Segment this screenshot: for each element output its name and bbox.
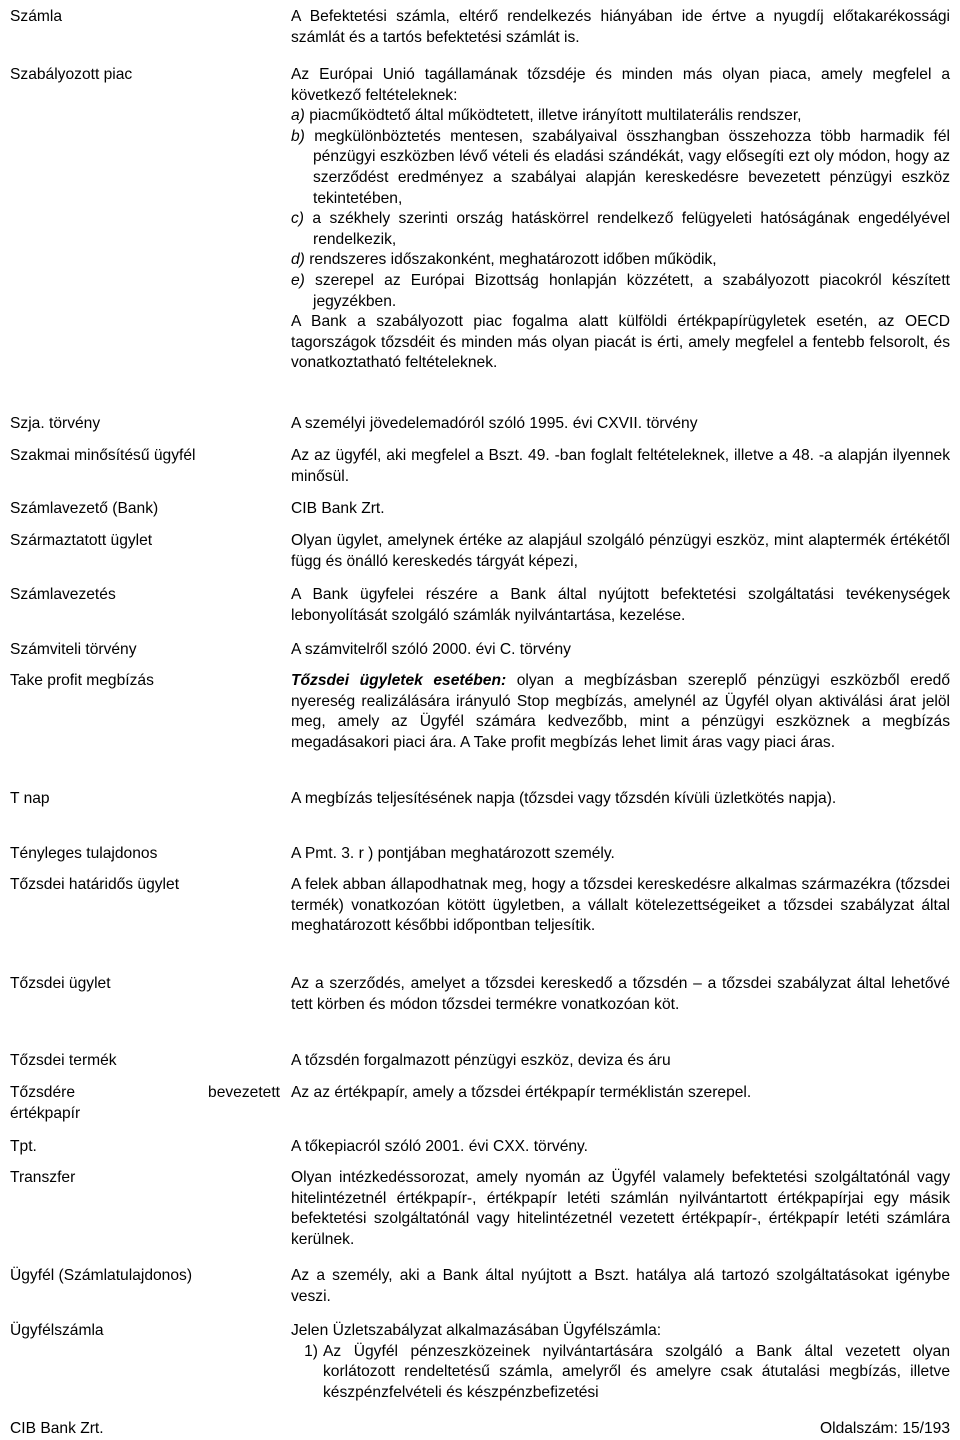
term-take-profit-megbizas: Take profit megbízás bbox=[10, 672, 154, 689]
list-text: a székhely szerinti ország hatáskörrel rendelkező felügyeleti hatóságának engedélyével rendelkezik, bbox=[304, 210, 950, 248]
definition-szamlavezeto: CIB Bank Zrt. bbox=[291, 500, 385, 517]
term-szamla: Számla bbox=[10, 8, 62, 25]
list-item-c bbox=[291, 209, 950, 250]
term-szja-torveny: Szja. törvény bbox=[10, 415, 101, 432]
definition-szarmaztatott-ugylet: Olyan ügylet, amelynek értéke az alapjául szolgáló pénzügyi eszköz, mint alaptermék értékétől függ és önálló kereskedés tárgyát képezi, bbox=[291, 532, 950, 570]
term-szarmaztatott-ugylet: Származtatott ügylet bbox=[10, 532, 153, 549]
list-item-d bbox=[291, 250, 950, 271]
definition-szamlavezetes: A Bank ügyfelei részére a Bank által nyújtott befektetési szolgáltatási tevékenységek lebonyolítását szolgáló számlák nyilvántartása, kezelése. bbox=[291, 586, 950, 624]
definition-tozsdei-hatarido-ugylet: A felek abban állapodhatnak meg, hogy a tőzsdei kereskedésre alkalmas származékra (tőzsdei termék) vonatkozóan kötött ügyletben, a vállalt kötelezettségeiket a tőzsdei szabályzat által meghatározott későbbi időpontban teljesítik. bbox=[291, 876, 950, 935]
definition-ugyfelszamla bbox=[291, 1321, 950, 1403]
term-line bbox=[10, 1083, 280, 1104]
list-label: b) bbox=[291, 127, 305, 145]
list-text: megkülönböztetés mentesen, szabályaival összhangban összehozza több harmadik fél pénzügyi eszközben lévő vételi és eladási szándékát, vagy elősegíti ezt oly módon, hogy az szerződést eredményez a szabályai alapján kereskedésre bevezetett pénzügyi eszköz tekintetében, bbox=[304, 127, 950, 207]
definition-t-nap: A megbízás teljesítésének napja (tőzsdei vagy tőzsdén kívüli üzletkötés napja). bbox=[291, 790, 837, 807]
list-item-b bbox=[291, 127, 950, 209]
term-szamviteli-torveny: Számviteli törvény bbox=[10, 641, 137, 658]
list-text: piacműködtető által működtetett, illetve irányított multilaterális rendszer, bbox=[304, 107, 802, 125]
definition-szja-torveny: A személyi jövedelemadóról szóló 1995. évi CXVII. törvény bbox=[291, 415, 698, 432]
item-number: 1) bbox=[304, 1342, 318, 1360]
definition-tozsdei-termek: A tőzsdén forgalmazott pénzügyi eszköz, deviza és áru bbox=[291, 1052, 671, 1069]
list-item-e bbox=[291, 271, 950, 312]
term-szamlavezetes: Számlavezetés bbox=[10, 586, 116, 603]
definition-szamviteli-torveny: A számvitelről szóló 2000. évi C. törvény bbox=[291, 641, 571, 658]
term-tenyleges-tulajdonos: Tényleges tulajdonos bbox=[10, 845, 158, 862]
term-tozsdei-ugylet: Tőzsdei ügylet bbox=[10, 975, 111, 992]
definition-szamla: A Befektetési számla, eltérő rendelkezés hiányában ide értve a nyugdíj előtakarékossági számlát és a tartós befektetési számlát is. bbox=[291, 8, 950, 46]
term-word: bevezetett bbox=[208, 1084, 280, 1101]
definition-transzfer: Olyan intézkedéssorozat, amely nyomán az Ügyfél valamely befektetési szolgáltatónál vagy hitelintézetnél értékpapír-, értékpapír letéti számlán nyilvántartott értékpapírjai egy másik befektetési szolgáltatónál vagy hitelintézetnél vezetett értékpapír-, értékpapír letéti számlára kerülnek. bbox=[291, 1169, 950, 1248]
term-transzfer: Transzfer bbox=[10, 1169, 76, 1186]
definition-tozsdere-bevezetett-ertekpapir: Az az értékpapír, amely a tőzsdei értékpapír terméklistán szerepel. bbox=[291, 1084, 752, 1101]
term-tozsdei-termek: Tőzsdei termék bbox=[10, 1052, 117, 1069]
definition-tpt: A tőkepiacról szóló 2001. évi CXX. törvény. bbox=[291, 1138, 589, 1155]
term-szakmai-minositesu-ugyfel: Szakmai minősítésű ügyfél bbox=[10, 447, 196, 464]
term-word: értékpapír bbox=[10, 1104, 81, 1122]
list-label: e) bbox=[291, 271, 305, 289]
definition-outro: A Bank a szabályozott piac fogalma alatt külföldi értékpapírügyletek esetén, az OECD tagországok tőzsdéit és minden más olyan piacát is érti, amely megfelel a fentebb felsorolt, és vonatkoztatható feltételeknek. bbox=[291, 313, 950, 372]
definition-take-profit-megbizas bbox=[291, 671, 950, 753]
list-label: a) bbox=[291, 107, 305, 125]
definition-ugyfel-szamlatulajdonos: Az a személy, aki a Bank által nyújtott a Bszt. hatálya alá tartozó szolgáltatásokat igénybe veszi. bbox=[291, 1267, 950, 1305]
term-tozsdere-bevezetett-ertekpapir bbox=[10, 1083, 280, 1124]
page-number: Oldalszám: 15/193 bbox=[819, 1420, 950, 1437]
term-tozsdei-hatarido-ugylet: Tőzsdei határidős ügylet bbox=[10, 876, 180, 893]
term-ugyfel-szamlatulajdonos: Ügyfél (Számlatulajdonos) bbox=[10, 1267, 193, 1284]
term-szamlavezeto: Számlavezető (Bank) bbox=[10, 500, 159, 517]
page-footer bbox=[10, 1419, 950, 1440]
numbered-item-1 bbox=[291, 1342, 950, 1404]
footer-company: CIB Bank Zrt. bbox=[10, 1420, 104, 1437]
definition-text: olyan a megbízásban szereplő pénzügyi eszközből eredő nyereség realizálására irányuló Stop megbízás, amelynél az Ügyfél olyan aktiválási árat jelöl meg, amely az Ügyfél számára kedvezőbb, mint a pénzügyi eszköznek a megbízás megadásakori piaci ára. A Take profit megbízás lehet limit áras vagy piaci áras. bbox=[291, 672, 950, 751]
definition-tenyleges-tulajdonos: A Pmt. 3. r ) pontjában meghatározott személy. bbox=[291, 845, 615, 862]
item-text: Az Ügyfél pénzeszközeinek nyilvántartására szolgáló a Bank által vezetett olyan korlátozott rendeltetésű számla, amelyről és amelyre csak átutalási megbízás, illetve készpénzfelvételi és készpénzbefizetési bbox=[323, 1342, 950, 1401]
list-label: d) bbox=[291, 251, 305, 269]
definition-szabalyozott-piac bbox=[291, 65, 950, 374]
list-item-a bbox=[291, 106, 950, 127]
term-t-nap: T nap bbox=[10, 790, 50, 807]
list-text: szerepel az Európai Bizottság honlapján közzétett, a szabályozott piacokról készített jegyzékben. bbox=[304, 271, 950, 310]
term-szabalyozott-piac: Szabályozott piac bbox=[10, 66, 133, 83]
list-text: rendszeres időszakonként, meghatározott időben működik, bbox=[304, 251, 717, 269]
definition-tozsdei-ugylet: Az a szerződés, amelyet a tőzsdei kereskedő a tőzsdén – a tőzsdei szabályzat által lehetővé tett körben és módon tőzsdei termékre vonatkozóan köt. bbox=[291, 975, 950, 1013]
term-ugyfelszamla: Ügyfélszámla bbox=[10, 1322, 104, 1339]
term-tpt: Tpt. bbox=[10, 1138, 37, 1155]
definition-intro: Az Európai Unió tagállamának tőzsdéje és minden más olyan piaca, amely megfelel a következő feltételeknek: bbox=[291, 66, 950, 104]
definition-szakmai-minositesu-ugyfel: Az az ügyfél, aki megfelel a Bszt. 49. -ban foglalt feltételeknek, illetve a 48. -a alapján ilyennek minősül. bbox=[291, 447, 950, 485]
list-label: c) bbox=[291, 210, 304, 228]
term-word: Tőzsdére bbox=[10, 1084, 76, 1101]
definition-intro: Jelen Üzletszabályzat alkalmazásában Ügyfélszámla: bbox=[291, 1322, 662, 1339]
definition-lead: Tőzsdei ügyletek esetében: bbox=[291, 672, 507, 689]
